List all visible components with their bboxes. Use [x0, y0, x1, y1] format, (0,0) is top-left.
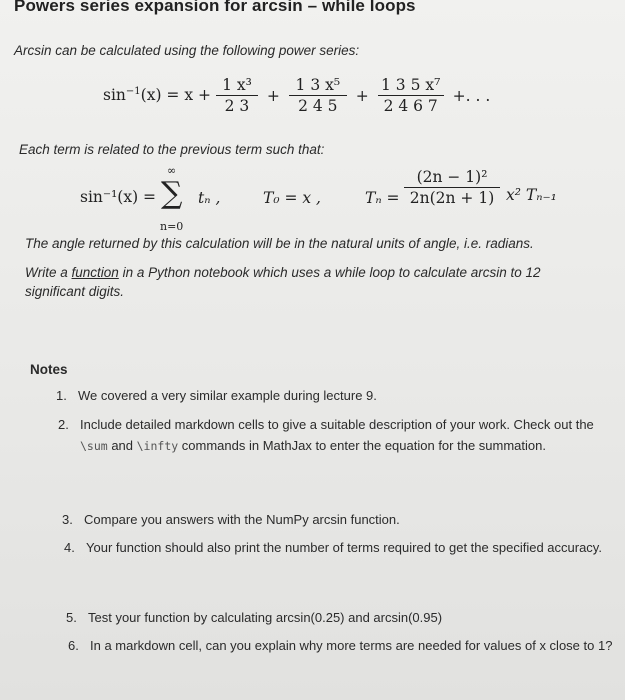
tn-lhs: Tₙ = — [365, 189, 400, 207]
page-title: Powers series expansion for arcsin – while loops — [14, 0, 416, 15]
notes-heading: Notes — [30, 362, 68, 377]
note-item-1: 1. We covered a very similar example during lecture 9. — [56, 388, 377, 403]
note-item-2: 2. Include detailed markdown cells to give a suitable description of your work. Check out the \sum and \infty commands in MathJax to enter the equation for the summation. — [58, 417, 594, 453]
tn-term: tₙ , — [198, 189, 221, 207]
sum-code: \sum — [80, 439, 108, 453]
sigma-lower: n=0 — [160, 220, 184, 233]
series-equation — [103, 76, 490, 115]
series-term-3: $\frac{\text{1 3 5 x⁷}}{2 4 6 7}$ — [378, 76, 444, 115]
note-item-4: 4. Your function should also print the number of terms required to get the specified accuracy. — [64, 540, 602, 555]
task-text: Write a function in a Python notebook which uses a while loop to calculate arcsin to 12 — [25, 265, 541, 280]
plus-sign: + — [355, 86, 369, 105]
recurrence-tail: x² Tₙ₋₁ — [506, 186, 557, 204]
series-tail: +. . . — [452, 86, 491, 105]
fraction-numerator: (2n − 1)² — [416, 168, 488, 186]
sigma-upper: ∞ — [167, 164, 177, 177]
recurrence-fraction — [404, 168, 500, 207]
t0-definition: T₀ = x , — [263, 189, 321, 207]
note-item-6: 6. In a markdown cell, can you explain why more terms are needed for values of x close to 1? — [68, 638, 613, 653]
series-lhs-exp: −1 — [125, 86, 141, 98]
function-link[interactable]: function — [71, 265, 119, 280]
series-term-2: $\frac{\text{1 3 x⁵}}{2 4 5}$ — [289, 76, 347, 115]
note-item-5: 5. Test your function by calculating arcsin(0.25) and arcsin(0.95) — [66, 610, 443, 625]
radians-text: The angle returned by this calculation will be in the natural units of angle, i.e. radians. — [25, 236, 534, 251]
note-item-3: 3. Compare you answers with the NumPy arcsin function. — [62, 512, 400, 527]
series-term-1: $\frac{\text{1 x³}}{2 3}$ — [216, 76, 258, 115]
plus-sign: + — [266, 86, 280, 105]
related-text: Each term is related to the previous term such that: — [19, 142, 325, 157]
recurrence-lhs: sin⁻¹(x) = — [80, 188, 157, 206]
infty-code: \infty — [136, 439, 179, 453]
fraction-denominator: 2n(2n + 1) — [409, 189, 495, 207]
series-lhs: sin — [103, 86, 126, 105]
task-text-line2: significant digits. — [25, 284, 125, 299]
series-lhs-arg: (x) = x + — [140, 86, 211, 105]
intro-text: Arcsin can be calculated using the following power series: — [14, 43, 360, 58]
sigma-symbol: ∑ — [161, 176, 183, 211]
